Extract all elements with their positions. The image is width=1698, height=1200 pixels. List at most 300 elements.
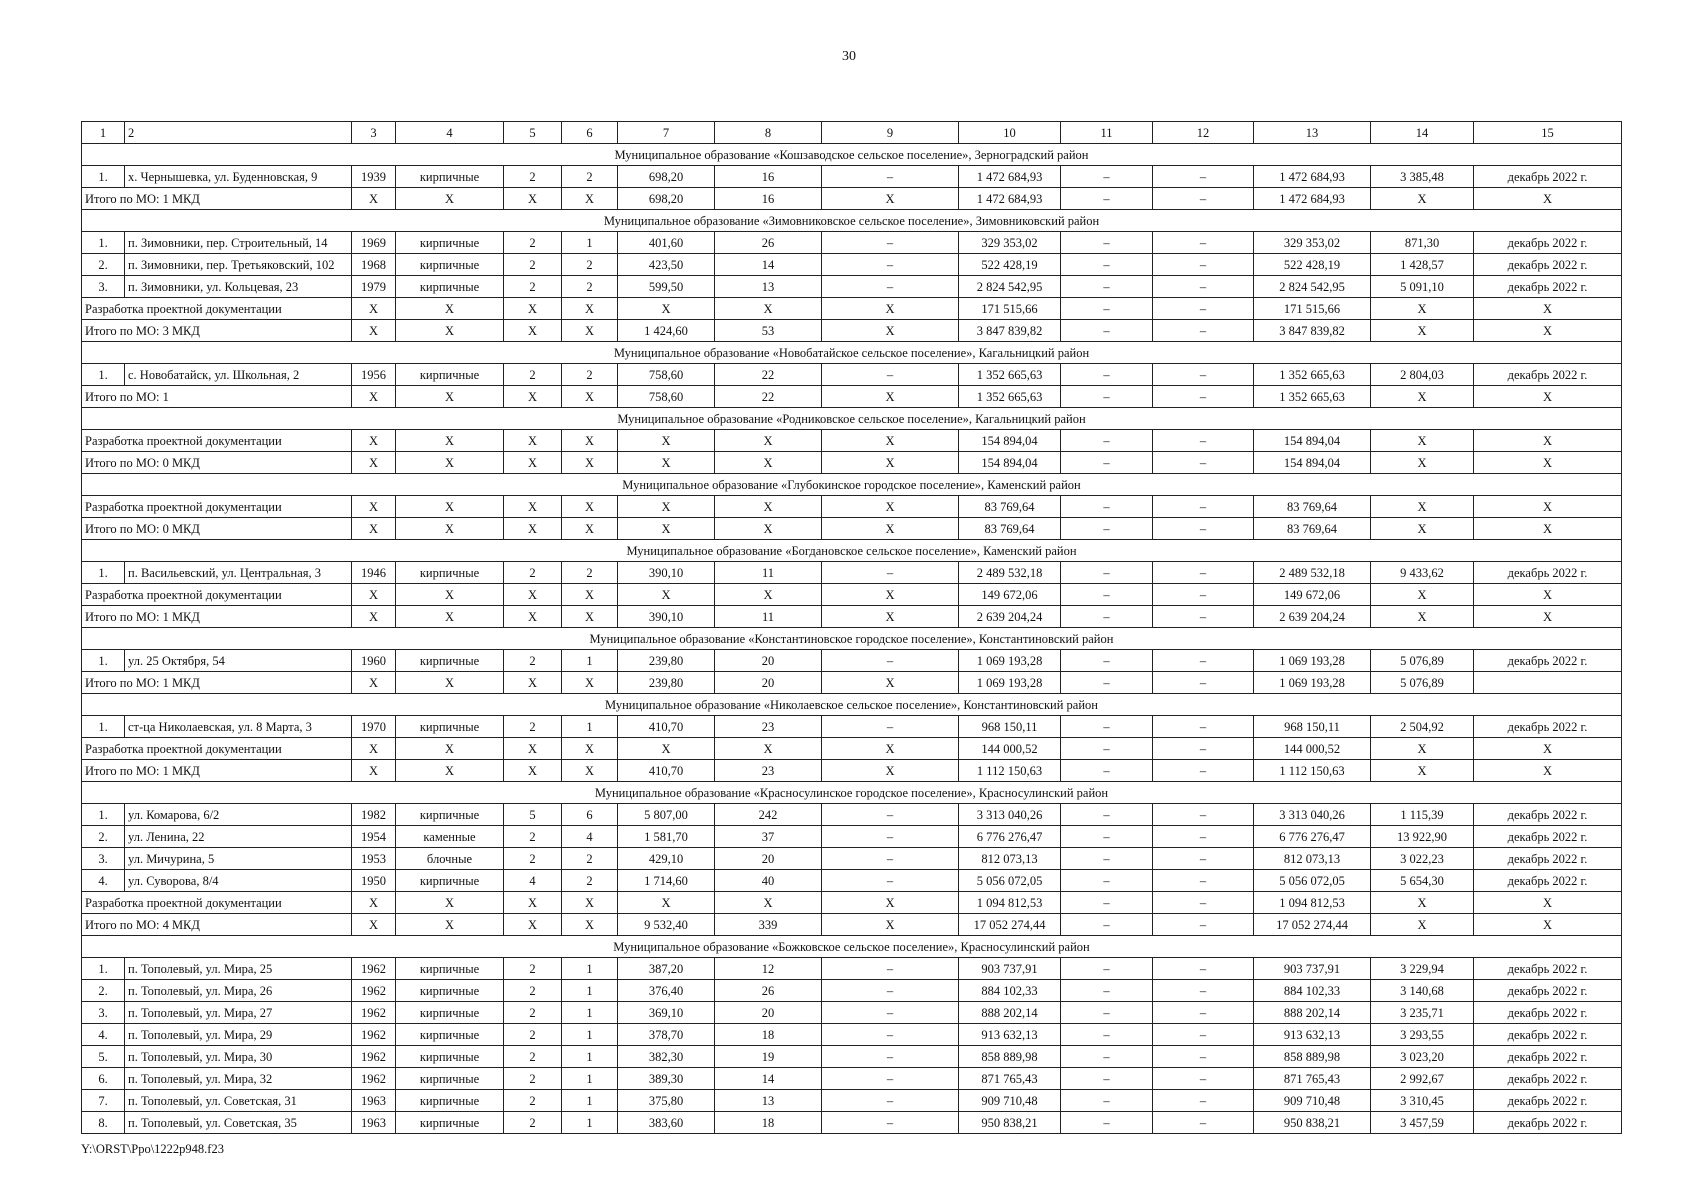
cell-col-10: 83 769,64 (959, 518, 1061, 540)
summary-label: Итого по МО: 0 МКД (82, 518, 352, 540)
cell-col-10: 2 824 542,95 (959, 276, 1061, 298)
cell-col-9: – (822, 716, 959, 738)
summary-label: Итого по МО: 1 МКД (82, 188, 352, 210)
cell-col-7: 698,20 (618, 166, 715, 188)
cell-col-6: 1 (562, 716, 618, 738)
cell-col-8: 23 (715, 760, 822, 782)
cell-col-6: 1 (562, 1002, 618, 1024)
building-row (82, 870, 1622, 892)
cell-col-3: X (352, 188, 396, 210)
column-header-2: 2 (125, 122, 352, 144)
cell-col-11: – (1061, 1112, 1153, 1134)
cell-col-12: – (1153, 188, 1254, 210)
summary-label: Разработка проектной документации (82, 430, 352, 452)
cell-col-4: кирпичные (396, 1002, 504, 1024)
cell-col-15: декабрь 2022 г. (1474, 1112, 1622, 1134)
cell-col-10: 858 889,98 (959, 1046, 1061, 1068)
cell-col-9: X (822, 914, 959, 936)
cell-col-13: 968 150,11 (1254, 716, 1371, 738)
cell-col-12: – (1153, 1112, 1254, 1134)
cell-col-7: 378,70 (618, 1024, 715, 1046)
cell-col-11: – (1061, 364, 1153, 386)
cell-col-6: X (562, 430, 618, 452)
cell-col-15: X (1474, 518, 1622, 540)
municipality-section-row (82, 628, 1622, 650)
building-row (82, 166, 1622, 188)
cell-col-15: X (1474, 914, 1622, 936)
cell-col-3: X (352, 452, 396, 474)
cell-col-13: 1 069 193,28 (1254, 650, 1371, 672)
cell-col-14: X (1371, 606, 1474, 628)
summary-row (82, 892, 1622, 914)
column-header-10: 10 (959, 122, 1061, 144)
cell-col-7: 429,10 (618, 848, 715, 870)
cell-col-13: 154 894,04 (1254, 452, 1371, 474)
cell-col-15: декабрь 2022 г. (1474, 958, 1622, 980)
cell-col-14: 3 293,55 (1371, 1024, 1474, 1046)
cell-col-10: 3 847 839,82 (959, 320, 1061, 342)
table-body (82, 122, 1622, 1134)
cell-col-9: – (822, 848, 959, 870)
cell-col-13: 884 102,33 (1254, 980, 1371, 1002)
cell-col-15: декабрь 2022 г. (1474, 254, 1622, 276)
cell-col-12: – (1153, 892, 1254, 914)
cell-col-15: X (1474, 760, 1622, 782)
building-row (82, 804, 1622, 826)
cell-col-5: 2 (504, 364, 562, 386)
cell-col-11: – (1061, 650, 1153, 672)
cell-col-13: 950 838,21 (1254, 1112, 1371, 1134)
cell-col-13: 2 489 532,18 (1254, 562, 1371, 584)
cell-col-5: 2 (504, 562, 562, 584)
cell-col-14: 5 654,30 (1371, 870, 1474, 892)
building-row (82, 1090, 1622, 1112)
cell-col-15: X (1474, 386, 1622, 408)
cell-col-6: X (562, 738, 618, 760)
cell-col-2: п. Тополевый, ул. Мира, 32 (125, 1068, 352, 1090)
cell-col-5: X (504, 760, 562, 782)
cell-col-3: X (352, 386, 396, 408)
cell-col-6: 2 (562, 848, 618, 870)
cell-col-5: 2 (504, 1002, 562, 1024)
cell-col-1: 1. (82, 166, 125, 188)
cell-col-12: – (1153, 606, 1254, 628)
cell-col-8: 13 (715, 1090, 822, 1112)
cell-col-13: 812 073,13 (1254, 848, 1371, 870)
cell-col-15: декабрь 2022 г. (1474, 804, 1622, 826)
cell-col-11: – (1061, 166, 1153, 188)
cell-col-12: – (1153, 584, 1254, 606)
cell-col-7: 698,20 (618, 188, 715, 210)
cell-col-4: X (396, 892, 504, 914)
cell-col-3: X (352, 738, 396, 760)
cell-col-8: 53 (715, 320, 822, 342)
cell-col-13: 2 639 204,24 (1254, 606, 1371, 628)
cell-col-6: 6 (562, 804, 618, 826)
column-header-4: 4 (396, 122, 504, 144)
cell-col-11: – (1061, 386, 1153, 408)
cell-col-4: X (396, 452, 504, 474)
cell-col-7: 1 581,70 (618, 826, 715, 848)
cell-col-4: кирпичные (396, 364, 504, 386)
cell-col-6: 2 (562, 364, 618, 386)
cell-col-9: – (822, 254, 959, 276)
cell-col-2: ст-ца Николаевская, ул. 8 Марта, 3 (125, 716, 352, 738)
cell-col-6: X (562, 606, 618, 628)
cell-col-11: – (1061, 1024, 1153, 1046)
cell-col-7: 369,10 (618, 1002, 715, 1024)
summary-label: Разработка проектной документации (82, 892, 352, 914)
cell-col-9: – (822, 1090, 959, 1112)
cell-col-3: X (352, 914, 396, 936)
cell-col-5: X (504, 320, 562, 342)
cell-col-6: 1 (562, 1068, 618, 1090)
cell-col-13: 1 069 193,28 (1254, 672, 1371, 694)
cell-col-4: X (396, 606, 504, 628)
municipality-title: Муниципальное образование «Новобатайское сельское поселение», Кагальницкий район (82, 342, 1622, 364)
cell-col-1: 7. (82, 1090, 125, 1112)
building-row (82, 1046, 1622, 1068)
column-header-5: 5 (504, 122, 562, 144)
cell-col-12: – (1153, 738, 1254, 760)
municipality-section-row (82, 342, 1622, 364)
cell-col-2: п. Тополевый, ул. Мира, 26 (125, 980, 352, 1002)
cell-col-10: 950 838,21 (959, 1112, 1061, 1134)
cell-col-2: п. Тополевый, ул. Мира, 30 (125, 1046, 352, 1068)
cell-col-9: X (822, 672, 959, 694)
cell-col-11: – (1061, 826, 1153, 848)
cell-col-4: кирпичные (396, 980, 504, 1002)
cell-col-15: X (1474, 188, 1622, 210)
cell-col-14: 1 115,39 (1371, 804, 1474, 826)
cell-col-7: X (618, 518, 715, 540)
column-header-12: 12 (1153, 122, 1254, 144)
cell-col-5: 2 (504, 650, 562, 672)
cell-col-15: декабрь 2022 г. (1474, 232, 1622, 254)
cell-col-8: X (715, 452, 822, 474)
cell-col-14: 2 992,67 (1371, 1068, 1474, 1090)
building-row (82, 1002, 1622, 1024)
cell-col-15: X (1474, 738, 1622, 760)
column-header-3: 3 (352, 122, 396, 144)
cell-col-4: кирпичные (396, 1112, 504, 1134)
cell-col-9: – (822, 870, 959, 892)
cell-col-9: – (822, 1024, 959, 1046)
cell-col-7: X (618, 738, 715, 760)
cell-col-13: 144 000,52 (1254, 738, 1371, 760)
cell-col-14: 3 140,68 (1371, 980, 1474, 1002)
cell-col-15: декабрь 2022 г. (1474, 650, 1622, 672)
cell-col-9: – (822, 958, 959, 980)
cell-col-7: 375,80 (618, 1090, 715, 1112)
cell-col-11: – (1061, 870, 1153, 892)
cell-col-10: 2 489 532,18 (959, 562, 1061, 584)
cell-col-9: X (822, 760, 959, 782)
cell-col-12: – (1153, 1068, 1254, 1090)
cell-col-13: 903 737,91 (1254, 958, 1371, 980)
cell-col-3: 1962 (352, 1068, 396, 1090)
cell-col-11: – (1061, 914, 1153, 936)
cell-col-8: X (715, 518, 822, 540)
cell-col-8: 20 (715, 650, 822, 672)
cell-col-10: 871 765,43 (959, 1068, 1061, 1090)
cell-col-12: – (1153, 826, 1254, 848)
cell-col-11: – (1061, 232, 1153, 254)
cell-col-5: 2 (504, 716, 562, 738)
cell-col-10: 1 472 684,93 (959, 166, 1061, 188)
cell-col-11: – (1061, 518, 1153, 540)
cell-col-4: блочные (396, 848, 504, 870)
cell-col-4: X (396, 496, 504, 518)
cell-col-8: 16 (715, 188, 822, 210)
cell-col-14: X (1371, 452, 1474, 474)
cell-col-11: – (1061, 958, 1153, 980)
cell-col-14: 3 235,71 (1371, 1002, 1474, 1024)
cell-col-8: 18 (715, 1024, 822, 1046)
cell-col-9: – (822, 980, 959, 1002)
cell-col-1: 1. (82, 364, 125, 386)
cell-col-2: с. Новобатайск, ул. Школьная, 2 (125, 364, 352, 386)
cell-col-15: декабрь 2022 г. (1474, 364, 1622, 386)
cell-col-7: 401,60 (618, 232, 715, 254)
cell-col-4: кирпичные (396, 1046, 504, 1068)
cell-col-6: X (562, 760, 618, 782)
cell-col-14: 3 229,94 (1371, 958, 1474, 980)
housing-program-table (81, 121, 1622, 1134)
building-row (82, 826, 1622, 848)
summary-label: Итого по МО: 4 МКД (82, 914, 352, 936)
cell-col-6: X (562, 584, 618, 606)
cell-col-11: – (1061, 738, 1153, 760)
cell-col-13: 1 472 684,93 (1254, 166, 1371, 188)
cell-col-4: кирпичные (396, 870, 504, 892)
cell-col-7: 389,30 (618, 1068, 715, 1090)
cell-col-12: – (1153, 430, 1254, 452)
cell-col-10: 1 352 665,63 (959, 386, 1061, 408)
cell-col-9: X (822, 738, 959, 760)
cell-col-12: – (1153, 980, 1254, 1002)
cell-col-11: – (1061, 254, 1153, 276)
cell-col-6: 1 (562, 1046, 618, 1068)
cell-col-10: 888 202,14 (959, 1002, 1061, 1024)
summary-label: Итого по МО: 1 (82, 386, 352, 408)
cell-col-7: 390,10 (618, 562, 715, 584)
cell-col-8: 23 (715, 716, 822, 738)
cell-col-4: кирпичные (396, 804, 504, 826)
cell-col-13: 522 428,19 (1254, 254, 1371, 276)
cell-col-6: 1 (562, 1090, 618, 1112)
cell-col-14: 1 428,57 (1371, 254, 1474, 276)
cell-col-8: X (715, 430, 822, 452)
cell-col-4: X (396, 518, 504, 540)
cell-col-13: 1 094 812,53 (1254, 892, 1371, 914)
cell-col-1: 6. (82, 1068, 125, 1090)
cell-col-9: X (822, 430, 959, 452)
building-row (82, 276, 1622, 298)
cell-col-6: X (562, 496, 618, 518)
cell-col-12: – (1153, 716, 1254, 738)
cell-col-8: 12 (715, 958, 822, 980)
cell-col-1: 1. (82, 562, 125, 584)
summary-row (82, 914, 1622, 936)
cell-col-5: X (504, 430, 562, 452)
cell-col-13: 5 056 072,05 (1254, 870, 1371, 892)
cell-col-8: 11 (715, 562, 822, 584)
summary-row (82, 606, 1622, 628)
cell-col-5: 2 (504, 1024, 562, 1046)
cell-col-8: 20 (715, 848, 822, 870)
cell-col-13: 149 672,06 (1254, 584, 1371, 606)
cell-col-12: – (1153, 870, 1254, 892)
cell-col-5: X (504, 892, 562, 914)
cell-col-6: X (562, 518, 618, 540)
cell-col-12: – (1153, 562, 1254, 584)
cell-col-5: 2 (504, 166, 562, 188)
cell-col-12: – (1153, 518, 1254, 540)
summary-label: Итого по МО: 0 МКД (82, 452, 352, 474)
cell-col-5: 2 (504, 826, 562, 848)
cell-col-9: X (822, 584, 959, 606)
cell-col-4: кирпичные (396, 1024, 504, 1046)
municipality-title: Муниципальное образование «Кошзаводское сельское поселение», Зерноградский район (82, 144, 1622, 166)
cell-col-14: X (1371, 518, 1474, 540)
cell-col-9: X (822, 452, 959, 474)
column-header-8: 8 (715, 122, 822, 144)
cell-col-3: X (352, 584, 396, 606)
cell-col-1: 3. (82, 276, 125, 298)
cell-col-5: X (504, 518, 562, 540)
cell-col-3: 1953 (352, 848, 396, 870)
cell-col-14: 5 076,89 (1371, 650, 1474, 672)
cell-col-8: 26 (715, 232, 822, 254)
cell-col-14: 3 023,20 (1371, 1046, 1474, 1068)
cell-col-12: – (1153, 298, 1254, 320)
cell-col-14: X (1371, 298, 1474, 320)
cell-col-9: – (822, 166, 959, 188)
summary-row (82, 386, 1622, 408)
summary-row (82, 452, 1622, 474)
building-row (82, 232, 1622, 254)
cell-col-7: 1 424,60 (618, 320, 715, 342)
summary-row (82, 188, 1622, 210)
cell-col-10: 149 672,06 (959, 584, 1061, 606)
cell-col-6: 4 (562, 826, 618, 848)
cell-col-8: 20 (715, 672, 822, 694)
cell-col-2: ул. Комарова, 6/2 (125, 804, 352, 826)
building-row (82, 716, 1622, 738)
cell-col-3: X (352, 518, 396, 540)
building-row (82, 1024, 1622, 1046)
cell-col-4: X (396, 430, 504, 452)
cell-col-5: X (504, 298, 562, 320)
cell-col-12: – (1153, 650, 1254, 672)
cell-col-4: кирпичные (396, 232, 504, 254)
cell-col-8: X (715, 496, 822, 518)
cell-col-13: 858 889,98 (1254, 1046, 1371, 1068)
column-header-6: 6 (562, 122, 618, 144)
cell-col-3: X (352, 496, 396, 518)
cell-col-3: 1962 (352, 1002, 396, 1024)
summary-label: Разработка проектной документации (82, 496, 352, 518)
cell-col-7: 9 532,40 (618, 914, 715, 936)
cell-col-11: – (1061, 562, 1153, 584)
column-header-1: 1 (82, 122, 125, 144)
cell-col-13: 3 847 839,82 (1254, 320, 1371, 342)
cell-col-10: 5 056 072,05 (959, 870, 1061, 892)
cell-col-9: – (822, 232, 959, 254)
cell-col-7: 599,50 (618, 276, 715, 298)
cell-col-6: 2 (562, 562, 618, 584)
summary-row (82, 320, 1622, 342)
cell-col-7: 376,40 (618, 980, 715, 1002)
cell-col-15: X (1474, 892, 1622, 914)
cell-col-9: – (822, 276, 959, 298)
cell-col-9: X (822, 496, 959, 518)
cell-col-15: декабрь 2022 г. (1474, 1090, 1622, 1112)
cell-col-3: X (352, 430, 396, 452)
cell-col-8: 26 (715, 980, 822, 1002)
cell-col-4: X (396, 386, 504, 408)
cell-col-15: X (1474, 430, 1622, 452)
summary-row (82, 584, 1622, 606)
cell-col-8: 13 (715, 276, 822, 298)
cell-col-2: п. Зимовники, пер. Строительный, 14 (125, 232, 352, 254)
cell-col-14: 2 804,03 (1371, 364, 1474, 386)
cell-col-3: 1962 (352, 980, 396, 1002)
cell-col-12: – (1153, 166, 1254, 188)
cell-col-12: – (1153, 1090, 1254, 1112)
cell-col-4: кирпичные (396, 276, 504, 298)
cell-col-1: 2. (82, 980, 125, 1002)
municipality-title: Муниципальное образование «Богдановское сельское поселение», Каменский район (82, 540, 1622, 562)
cell-col-14: X (1371, 386, 1474, 408)
summary-row (82, 738, 1622, 760)
cell-col-12: – (1153, 1046, 1254, 1068)
summary-label: Итого по МО: 1 МКД (82, 606, 352, 628)
cell-col-9: – (822, 650, 959, 672)
building-row (82, 848, 1622, 870)
summary-row (82, 430, 1622, 452)
cell-col-9: – (822, 1002, 959, 1024)
cell-col-4: кирпичные (396, 1068, 504, 1090)
cell-col-7: 383,60 (618, 1112, 715, 1134)
cell-col-4: X (396, 914, 504, 936)
cell-col-10: 3 313 040,26 (959, 804, 1061, 826)
cell-col-3: 1962 (352, 1046, 396, 1068)
building-row (82, 254, 1622, 276)
cell-col-10: 2 639 204,24 (959, 606, 1061, 628)
cell-col-13: 171 515,66 (1254, 298, 1371, 320)
cell-col-4: кирпичные (396, 958, 504, 980)
cell-col-3: X (352, 320, 396, 342)
cell-col-10: 83 769,64 (959, 496, 1061, 518)
cell-col-1: 2. (82, 826, 125, 848)
cell-col-5: X (504, 606, 562, 628)
cell-col-13: 913 632,13 (1254, 1024, 1371, 1046)
cell-col-8: 20 (715, 1002, 822, 1024)
cell-col-13: 3 313 040,26 (1254, 804, 1371, 826)
building-row (82, 1112, 1622, 1134)
cell-col-15: декабрь 2022 г. (1474, 166, 1622, 188)
cell-col-5: X (504, 584, 562, 606)
cell-col-8: 16 (715, 166, 822, 188)
cell-col-13: 909 710,48 (1254, 1090, 1371, 1112)
cell-col-9: X (822, 188, 959, 210)
cell-col-14: X (1371, 760, 1474, 782)
cell-col-12: – (1153, 452, 1254, 474)
cell-col-11: – (1061, 980, 1153, 1002)
cell-col-5: 2 (504, 254, 562, 276)
